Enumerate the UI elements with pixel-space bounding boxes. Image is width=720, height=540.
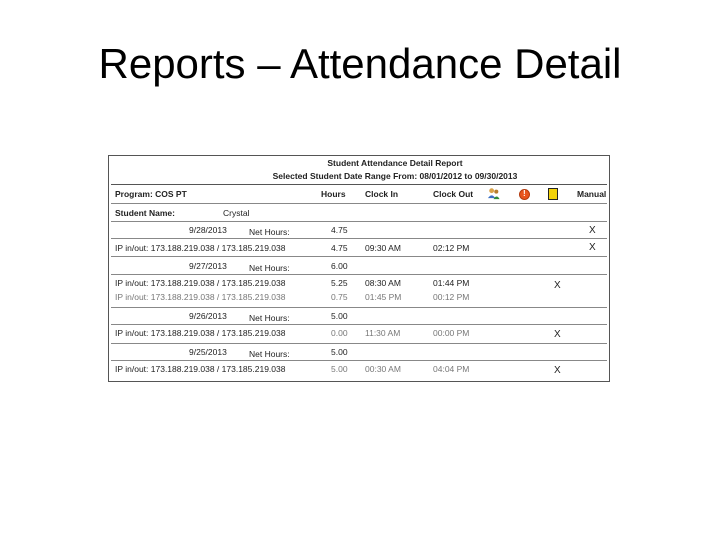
manual-column-header: Manual — [577, 189, 607, 199]
day-date: 9/28/2013 — [189, 225, 227, 235]
attendance-report — [108, 155, 610, 382]
clock-out-time: 04:04 PM — [433, 364, 470, 374]
star-icon[interactable] — [548, 188, 558, 200]
net-hours-value: 4.75 — [331, 225, 348, 235]
student-name-value: Crystal — [223, 208, 250, 218]
users-icon[interactable] — [487, 187, 500, 200]
clock-out-column-header: Clock Out — [433, 189, 474, 199]
flag-mark: X — [554, 329, 561, 340]
punch-hours: 0.00 — [331, 328, 348, 338]
clock-in-time: 01:45 PM — [365, 292, 402, 302]
student-name-label: Student Name: — [115, 208, 175, 218]
ip-address: IP in/out: 173.188.219.038 / 173.185.219.038 — [115, 292, 286, 302]
clock-out-time: 02:12 PM — [433, 243, 470, 253]
report-date-range: Selected Student Date Range From: 08/01/2012 to 09/30/2013 — [272, 171, 518, 181]
ip-address: IP in/out: 173.188.219.038 / 173.185.219.038 — [115, 243, 286, 253]
clock-in-column-header: Clock In — [365, 189, 399, 199]
clock-out-time: 00:12 PM — [433, 292, 470, 302]
punch-hours: 0.75 — [331, 292, 348, 302]
net-hours-label: Net Hours: — [249, 227, 290, 237]
day-date: 9/26/2013 — [189, 311, 227, 321]
flag-mark: X — [554, 365, 561, 376]
clock-in-time: 09:30 AM — [365, 243, 401, 253]
ip-address: IP in/out: 173.188.219.038 / 173.185.219.038 — [115, 278, 286, 288]
program-label: Program: COS PT — [115, 189, 187, 199]
net-hours-value: 5.00 — [331, 311, 348, 321]
ip-address: IP in/out: 173.188.219.038 / 173.185.219.038 — [115, 328, 286, 338]
hours-column-header: Hours — [321, 189, 346, 199]
clock-in-time: 08:30 AM — [365, 278, 401, 288]
net-hours-label: Net Hours: — [249, 313, 290, 323]
clock-out-time: 01:44 PM — [433, 278, 470, 288]
net-hours-label: Net Hours: — [249, 263, 290, 273]
net-hours-label: Net Hours: — [249, 349, 290, 359]
report-title: Student Attendance Detail Report — [327, 158, 463, 168]
manual-mark: X — [589, 242, 596, 253]
punch-hours: 5.25 — [331, 278, 348, 288]
net-hours-value: 6.00 — [331, 261, 348, 271]
day-date: 9/27/2013 — [189, 261, 227, 271]
punch-hours: 4.75 — [331, 243, 348, 253]
day-date: 9/25/2013 — [189, 347, 227, 357]
day-manual-mark: X — [589, 225, 596, 236]
ip-address: IP in/out: 173.188.219.038 / 173.185.219.038 — [115, 364, 286, 374]
flag-mark: X — [554, 280, 561, 291]
alert-icon[interactable] — [519, 189, 530, 200]
punch-hours: 5.00 — [331, 364, 348, 374]
clock-in-time: 11:30 AM — [365, 328, 401, 338]
slide-title: Reports – Attendance Detail — [98, 40, 622, 87]
clock-out-time: 00:00 PM — [433, 328, 470, 338]
net-hours-value: 5.00 — [331, 347, 348, 357]
clock-in-time: 00:30 AM — [365, 364, 401, 374]
